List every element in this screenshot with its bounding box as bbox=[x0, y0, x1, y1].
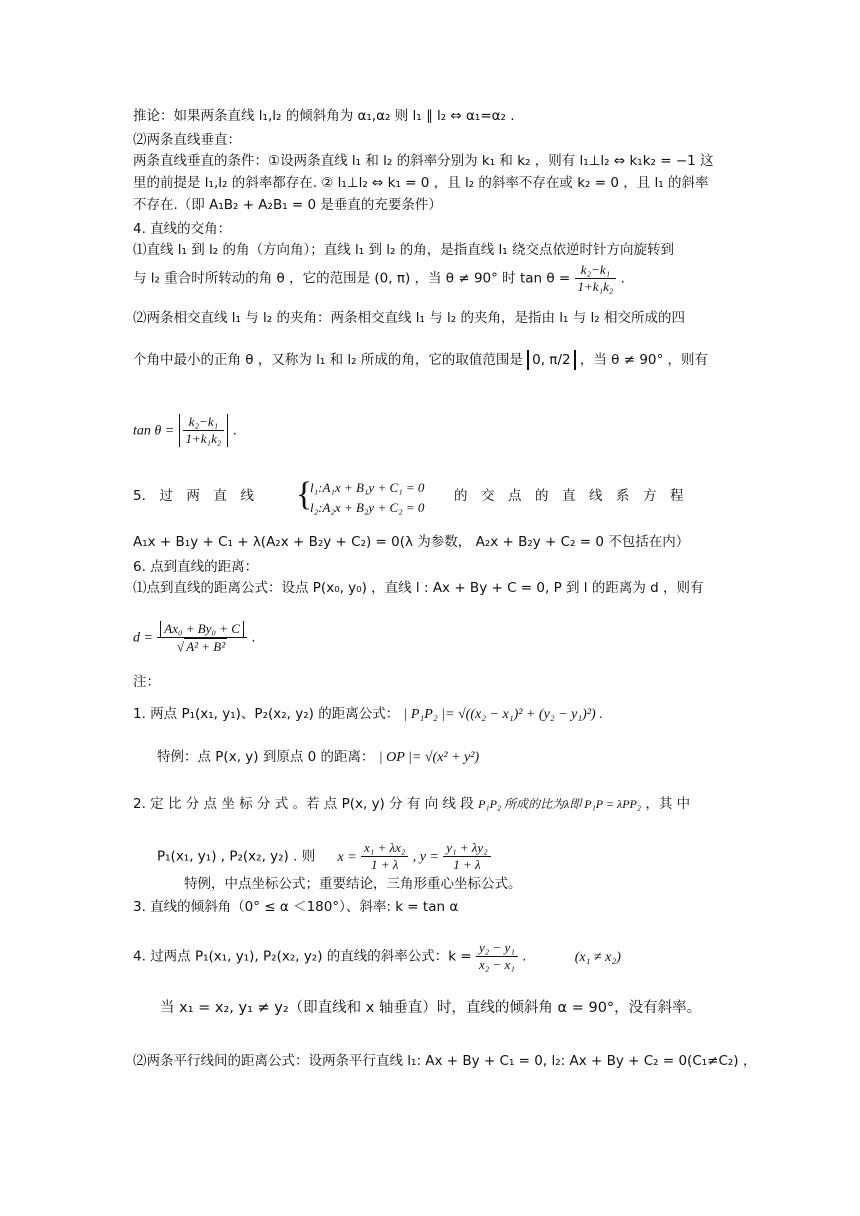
point-line-distance-formula: d = $\frac{\text{Ax₀ + By₀ + C}}{\text{√ A² + B²}}$ . bbox=[133, 621, 256, 655]
section-x-fraction bbox=[361, 840, 408, 873]
note-4-vertical-case: 当 x₁ = x₂, y₁ ≠ y₂（即直线和 x 轴垂直）时，直线的倾斜角 α = 90°，没有斜率。 bbox=[160, 1000, 702, 1016]
distance-label: d = bbox=[133, 630, 153, 646]
note-2-section-formula bbox=[133, 794, 690, 814]
slope-condition: (x₁ ≠ x₂) bbox=[574, 949, 621, 965]
fraction-denominator: 1+k₁k₂ bbox=[577, 279, 614, 294]
angle-range-interval: 0, π/2 bbox=[527, 350, 575, 370]
system-equation-1: l₁:A₁x + B₁y + C₁ = 0 bbox=[310, 480, 425, 495]
note-2-formula-line bbox=[157, 840, 491, 873]
note-2-tail: ，其 中 bbox=[645, 796, 691, 812]
directed-angle-tan-fraction bbox=[575, 262, 617, 295]
notes-label: 注： bbox=[133, 674, 160, 690]
included-angle-text: 个角中最小的正角 θ ，又称为 l₁ 和 l₂ 所成的角，它的取值范围是 bbox=[133, 352, 523, 368]
point-line-distance-text: ⑴点到直线的距离公式：设点 P(x₀, y₀) ，直线 l : Ax + By + C = 0, P 到 l 的距离为 d ，则有 bbox=[133, 580, 704, 596]
fraction-denominator: x₂ − x₁ bbox=[479, 957, 515, 972]
slope-fraction bbox=[476, 940, 518, 973]
fraction-denominator: 1 + λ bbox=[453, 857, 481, 872]
fraction-denominator: √ A² + B² bbox=[177, 639, 226, 655]
fraction-numerator bbox=[157, 620, 247, 638]
ratio-definition: P₁P₂ 所成的比为λ即 P₁P = λPP₂ bbox=[478, 797, 642, 811]
note-1-two-point-distance bbox=[133, 704, 603, 725]
special-case-text: 特例：点 P(x, y) 到原点 0 的距离： bbox=[157, 749, 375, 765]
parallel-lines-distance-text: ⑵两条平行线间的距离公式：设两条平行直线 l₁: Ax + By + C₁ = 0, l₂: Ax + By + C₂ = 0(C₁≠C₂) ， bbox=[133, 1053, 757, 1069]
fraction-numerator: x₁ + λx₂ bbox=[361, 840, 408, 857]
two-point-distance-formula: | P₁P₂ |= √((x₂ − x₁)² + (y₂ − y₁)²) . bbox=[403, 707, 603, 722]
distance-fraction bbox=[157, 620, 247, 655]
directed-angle-text-line2: 与 l₂ 重合时所转动的角 θ ，它的范围是 (0, π) ，当 θ ≠ 90° 时 tan θ = $\frac{\text{k₂−k₁}}{\text{1+k₁k₂}}$ . bbox=[133, 262, 625, 294]
corollary-parallel-text: 推论：如果两条直线 l₁,l₂ 的倾斜角为 α₁,α₂ 则 l₁ ∥ l₂ ⇔ α₁=α₂ . bbox=[133, 108, 515, 124]
note-4-text: 4. 过两点 P₁(x₁, y₁), P₂(x₂, y₂) 的直线的斜率公式：k = bbox=[133, 948, 472, 965]
fraction-denominator: 1 + λ bbox=[371, 857, 399, 872]
included-angle-tan-fraction bbox=[183, 414, 225, 447]
system-equation-2: l₂:A₂x + B₂y + C₂ = 0 bbox=[310, 500, 425, 515]
directed-angle-text-line1: ⑴直线 l₁ 到 l₂ 的角（方向角）；直线 l₁ 到 l₂ 的角，是指直线 l₁ 绕交点依逆时针方向旋转到 bbox=[133, 242, 674, 258]
section-y-fraction bbox=[443, 840, 490, 873]
fraction-denominator: 1+k₁k₂ bbox=[185, 431, 222, 446]
sqrt-radicand: A² + B² bbox=[186, 639, 226, 655]
fraction-numerator: y₂ − y₁ bbox=[476, 940, 518, 957]
included-angle-text-line1: ⑵两条相交直线 l₁ 与 l₂ 的夹角：两条相交直线 l₁ 与 l₂ 的夹角，是指由 l₁ 与 l₂ 相交所成的四 bbox=[133, 310, 685, 326]
abs-numerator: Ax₀ + By₀ + C bbox=[160, 621, 244, 637]
directed-angle-text: 与 l₂ 重合时所转动的角 θ ，它的范围是 (0, π) ，当 θ ≠ 90° 时 tan θ = bbox=[133, 270, 571, 287]
fraction-numerator: k₂−k₁ bbox=[183, 414, 225, 431]
x-eq-label: x = bbox=[337, 849, 357, 865]
intersection-angle-heading: 4. 直线的交角： bbox=[133, 221, 232, 237]
fraction-numerator: y₁ + λy₂ bbox=[443, 840, 490, 857]
origin-distance-formula: | OP |= √(x² + y²) bbox=[378, 750, 480, 765]
included-angle-text-line2 bbox=[133, 350, 708, 370]
perpendicular-condition-line3: 不存在.（即 A₁B₂ + A₂B₁ = 0 是垂直的充要条件） bbox=[133, 197, 442, 213]
included-angle-text-tail: ，当 θ ≠ 90° ，则有 bbox=[579, 352, 709, 368]
system-brace-icon: { bbox=[296, 476, 313, 513]
tan-label: tan θ = bbox=[133, 423, 175, 439]
perpendicular-condition-line2: 里的前提是 l₁,l₂ 的斜率都存在. ② l₁⊥l₂ ⇔ k₁ = 0 ，且 l₂ 的斜率不存在或 k₂ = 0 ，且 l₁ 的斜率 bbox=[133, 175, 709, 191]
y-eq-label: , y = bbox=[412, 849, 439, 865]
note-4-slope-formula: 4. 过两点 P₁(x₁, y₁), P₂(x₂, y₂) 的直线的斜率公式：k = $\frac{\text{y₂ − y₁}}{\text{x₂ − x₁}}$ . (x₁ ≠ x₂) bbox=[133, 940, 621, 972]
line-system-equation: A₁x + B₁y + C₁ + λ(A₂x + B₂y + C₂) = 0(λ 为参数， A₂x + B₂y + C₂ = 0 不包括在内） bbox=[133, 534, 690, 550]
note-1-text: 1. 两点 P₁(x₁, y₁)、P₂(x₂, y₂) 的距离公式： bbox=[133, 706, 400, 722]
point-line-distance-heading: 6. 点到直线的距离： bbox=[133, 559, 259, 575]
note-3-inclination: 3. 直线的倾斜角（0° ≤ α ＜180°）、斜率: k = tan α bbox=[133, 899, 459, 915]
perpendicular-condition-line1: 两条直线垂直的条件：①设两条直线 l₁ 和 l₂ 的斜率分别为 k₁ 和 k₂ ，则有 l₁⊥l₂ ⇔ k₁k₂ = −1 这 bbox=[133, 153, 714, 169]
perpendicular-heading: ⑵两条直线垂直： bbox=[133, 132, 241, 148]
line-system-heading-left: 5. 过 两 直 线 bbox=[133, 488, 254, 504]
line-system-heading-right: 的 交 点 的 直 线 系 方 程 bbox=[454, 488, 684, 504]
included-angle-tan-formula: tan θ = $\frac{\text{k₂−k₁}}{\text{1+k₁k₂}}$ . bbox=[133, 414, 237, 446]
fraction-numerator: k₂−k₁ bbox=[575, 262, 617, 279]
note-2-special-case: 特例，中点坐标公式；重要结论，三角形重心坐标公式。 bbox=[184, 876, 522, 892]
note-2-points: P₁(x₁, y₁) , P₂(x₂, y₂) . 则 bbox=[157, 848, 316, 865]
note-1-special-case bbox=[157, 747, 479, 768]
abs-value-bars bbox=[179, 414, 229, 447]
note-2-text: 2. 定 比 分 点 坐 标 分 式 。若 点 P(x, y) 分 有 向 线 段 bbox=[133, 796, 474, 812]
